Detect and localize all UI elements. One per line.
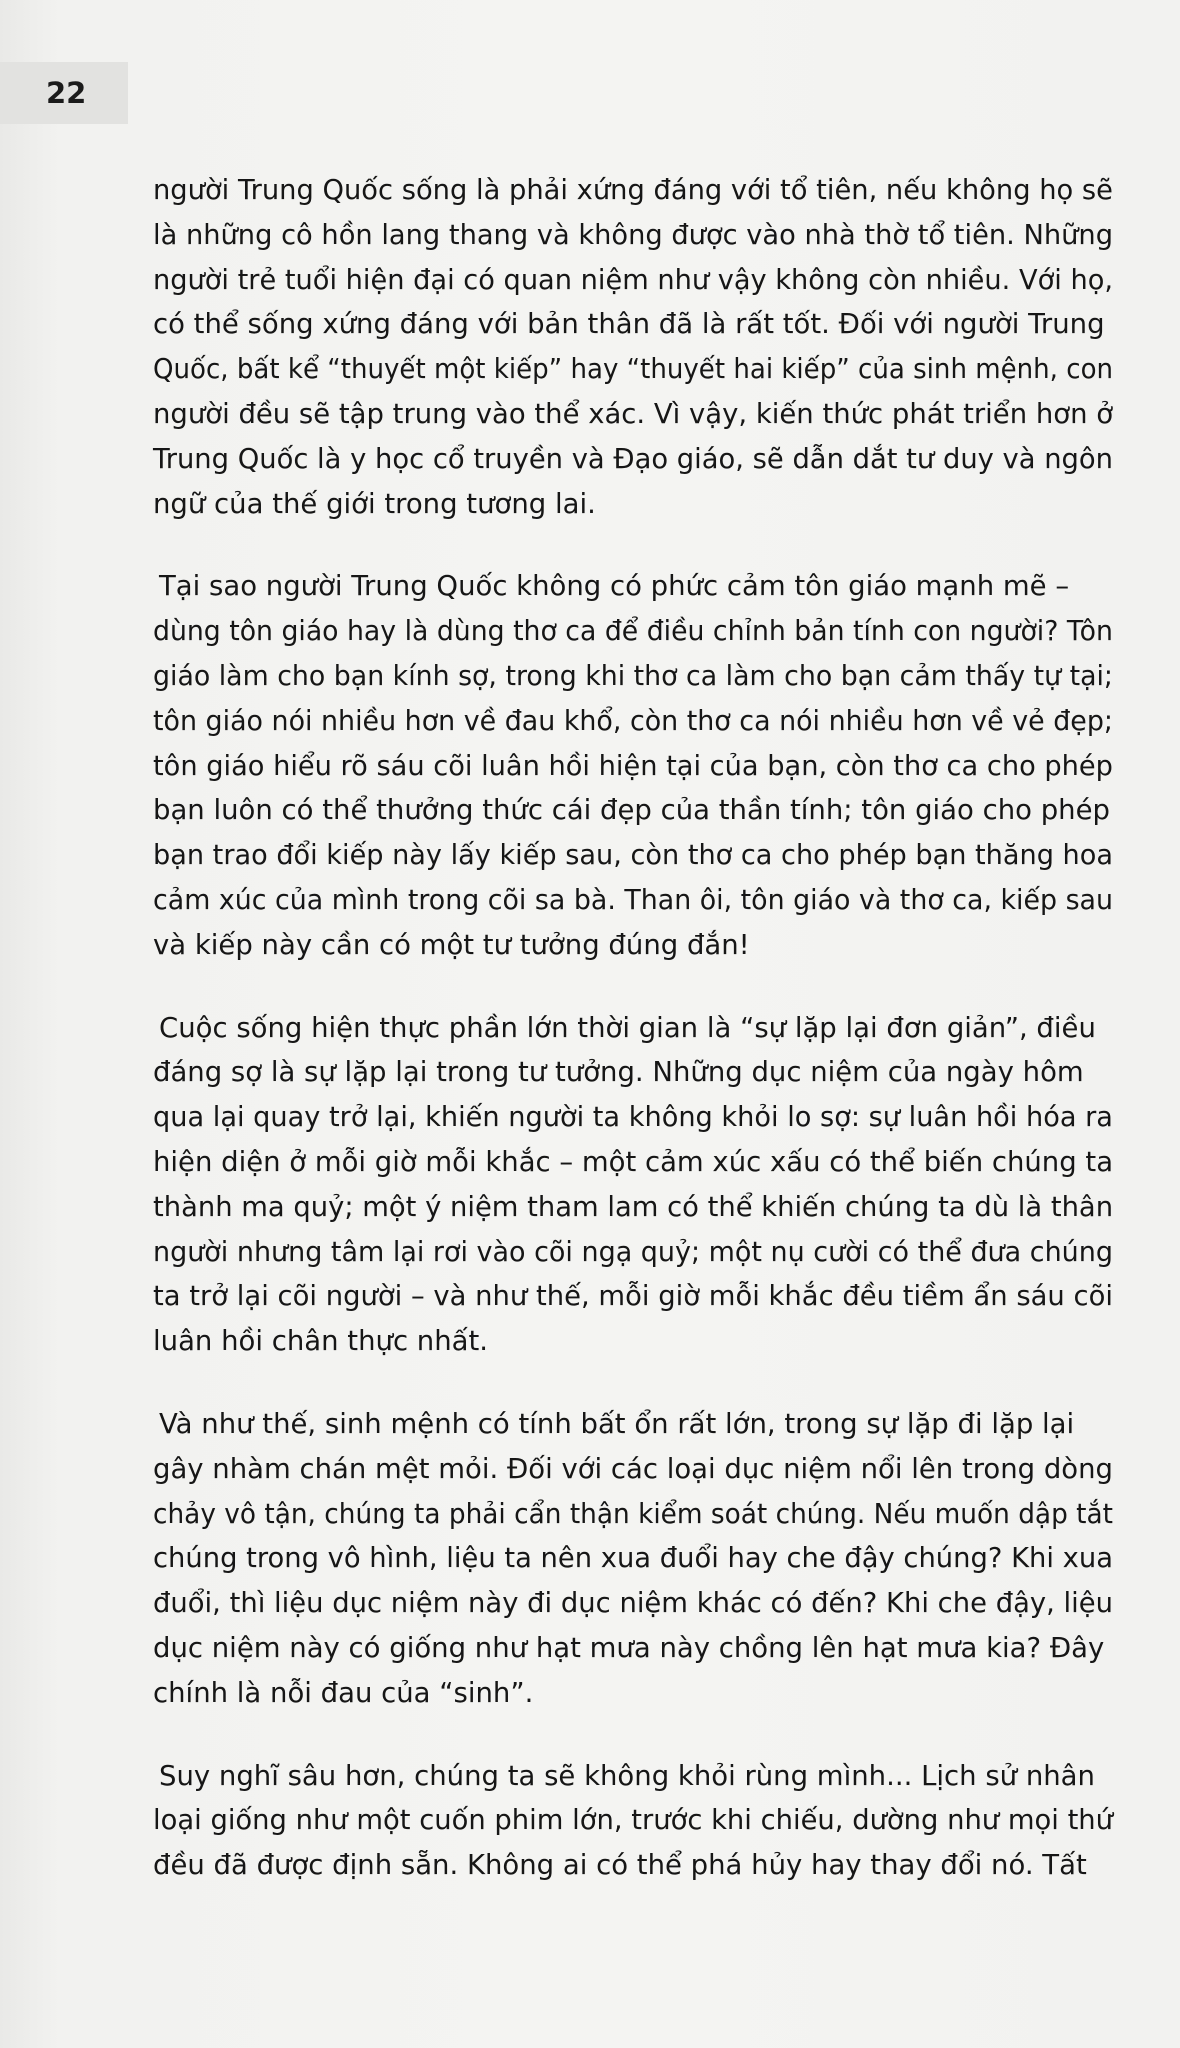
text-line: đáng sợ là sự lặp lại trong tư tưởng. Những dục niệm của ngày hôm — [153, 1056, 1084, 1089]
text-line: Suy nghĩ sâu hơn, chúng ta sẽ không khỏi rùng mình... Lịch sử nhân — [159, 1759, 1095, 1792]
text-line: người đều sẽ tập trung vào thể xác. Vì vậy, kiến thức phát triển hơn ở — [153, 397, 1114, 430]
text-line: Quốc, bất kể “thuyết một kiếp” hay “thuyết hai kiếp” của sinh mệnh, con — [153, 353, 1114, 386]
text-line: bạn luôn có thể thưởng thức cái đẹp của thần tính; tôn giáo cho phép — [153, 794, 1110, 827]
text-line: dùng tôn giáo hay là dùng thơ ca để điều chỉnh bản tính con người? Tôn — [153, 615, 1113, 648]
text-line: gây nhàm chán mệt mỏi. Đối với các loại dục niệm nổi lên trong dòng — [153, 1452, 1113, 1485]
text-line: luân hồi chân thực nhất. — [153, 1325, 489, 1358]
text-line: chảy vô tận, chúng ta phải cẩn thận kiểm soát chúng. Nếu muốn dập tắt — [153, 1497, 1113, 1530]
text-line: đều đã được định sẵn. Không ai có thể phá hủy hay thay đổi nó. Tất — [153, 1849, 1087, 1882]
text-line: tôn giáo nói nhiều hơn về đau khổ, còn thơ ca nói nhiều hơn về vẻ đẹp; — [153, 704, 1113, 737]
paragraph-2 — [153, 564, 1113, 967]
text-line: bạn trao đổi kiếp này lấy kiếp sau, còn thơ ca cho phép bạn thăng hoa — [153, 839, 1113, 872]
text-line: chính là nỗi đau của “sinh”. — [153, 1676, 534, 1709]
text-line: người Trung Quốc sống là phải xứng đáng với tổ tiên, nếu không họ sẽ — [153, 174, 1113, 206]
paragraph-1 — [153, 168, 1113, 526]
page-number: 22 — [46, 76, 87, 110]
text-line: dục niệm này có giống như hạt mưa này chồng lên hạt mưa kia? Đây — [153, 1631, 1105, 1664]
page-number-tab — [0, 62, 128, 124]
text-line: Cuộc sống hiện thực phần lớn thời gian là “sự lặp lại đơn giản”, điều — [159, 1011, 1096, 1044]
text-line: ta trở lại cõi người – và như thế, mỗi giờ mỗi khắc đều tiềm ẩn sáu cõi — [153, 1280, 1113, 1313]
text-line: Trung Quốc là y học cổ truyền và Đạo giáo, sẽ dẫn dắt tư duy và ngôn — [153, 442, 1114, 475]
text-line: qua lại quay trở lại, khiến người ta không khỏi lo sợ: sự luân hồi hóa ra — [153, 1101, 1113, 1134]
text-line: Và như thế, sinh mệnh có tính bất ổn rất lớn, trong sự lặp đi lặp lại — [159, 1407, 1075, 1440]
text-line: tôn giáo hiểu rõ sáu cõi luân hồi hiện tại của bạn, còn thơ ca cho phép — [153, 749, 1113, 782]
text-line: và kiếp này cần có một tư tưởng đúng đắn! — [153, 928, 750, 961]
text-line: hiện diện ở mỗi giờ mỗi khắc – một cảm xúc xấu có thể biến chúng ta — [153, 1145, 1114, 1178]
text-line: cảm xúc của mình trong cõi sa bà. Than ôi, tôn giáo và thơ ca, kiếp sau — [153, 883, 1113, 916]
text-line: người trẻ tuổi hiện đại có quan niệm như vậy không còn nhiều. Với họ, — [153, 263, 1114, 296]
text-line: có thể sống xứng đáng với bản thân đã là rất tốt. Đối với người Trung — [153, 308, 1105, 341]
paragraph-4 — [153, 1402, 1113, 1716]
text-line: người nhưng tâm lại rơi vào cõi ngạ quỷ; một nụ cười có thể đưa chúng — [153, 1235, 1113, 1268]
paragraph-3 — [153, 1006, 1113, 1364]
text-line: chúng trong vô hình, liệu ta nên xua đuổi hay che đậy chúng? Khi xua — [153, 1542, 1113, 1575]
text-line: loại giống như một cuốn phim lớn, trước khi chiếu, dường như mọi thứ — [153, 1804, 1114, 1837]
text-line: đuổi, thì liệu dục niệm này đi dục niệm khác có đến? Khi che đậy, liệu — [153, 1587, 1114, 1620]
text-line: giáo làm cho bạn kính sợ, trong khi thơ ca làm cho bạn cảm thấy tự tại; — [153, 659, 1113, 692]
text-line: là những cô hồn lang thang và không được vào nhà thờ tổ tiên. Những — [153, 218, 1114, 251]
text-line: thành ma quỷ; một ý niệm tham lam có thể khiến chúng ta dù là thân — [153, 1190, 1114, 1223]
body-text — [153, 168, 1113, 1926]
paragraph-5 — [153, 1754, 1113, 1888]
text-line: ngữ của thế giới trong tương lai. — [153, 487, 596, 520]
text-line: Tại sao người Trung Quốc không có phức cảm tôn giáo mạnh mẽ – — [159, 570, 1070, 603]
